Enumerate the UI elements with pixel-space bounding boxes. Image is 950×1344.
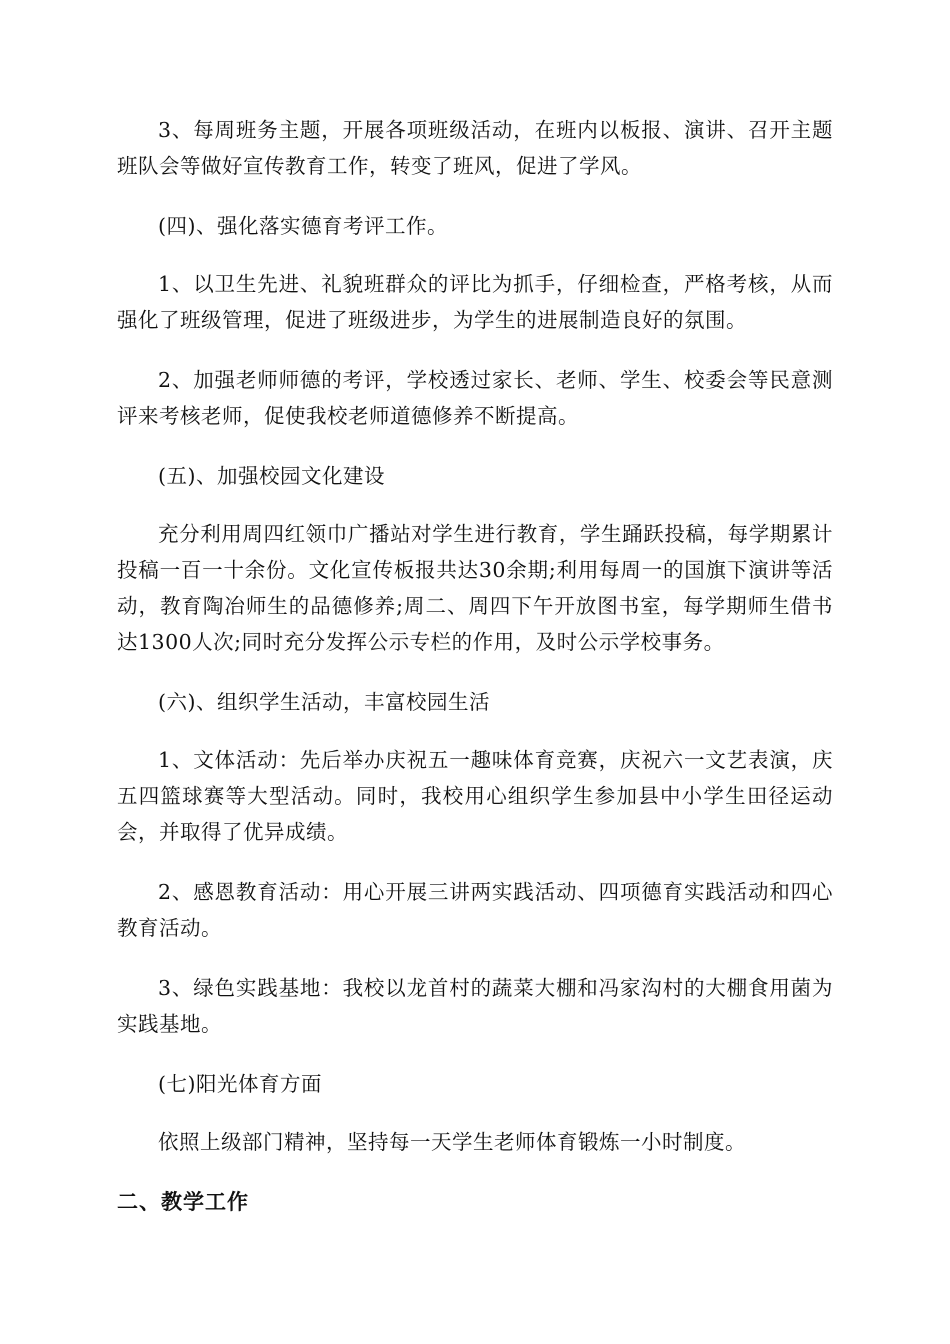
paragraph-hygiene-evaluation: 1、以卫生先进、礼貌班群众的评比为抓手，仔细检查，严格考核，从而强化了班级管理，促进了班级进步，为学生的进展制造良好的氛围。 [117, 272, 833, 332]
subheading-student-activities: (六)、组织学生活动，丰富校园生活 [158, 690, 490, 714]
document-page [117, 112, 833, 1220]
paragraph-sports-policy: 依照上级部门精神，坚持每一天学生老师体育锻炼一小时制度。 [158, 1130, 746, 1154]
paragraph-gratitude-education: 2、感恩教育活动：用心开展三讲两实践活动、四项德育实践活动和四心教育活动。 [117, 880, 833, 940]
paragraph-practice-base: 3、绿色实践基地：我校以龙首村的蔬菜大棚和冯家沟村的大棚食用菌为实践基地。 [117, 976, 833, 1036]
paragraph-sports-activities: 1、文体活动：先后举办庆祝五一趣味体育竞赛，庆祝六一文艺表演，庆五四篮球赛等大型活动。同时，我校用心组织学生参加县中小学生田径运动会，并取得了优异成绩。 [117, 748, 833, 844]
subheading-moral-evaluation: (四)、强化落实德育考评工作。 [158, 214, 448, 238]
paragraph-class-activities: 3、每周班务主题，开展各项班级活动，在班内以板报、演讲、召开主题班队会等做好宣传教育工作，转变了班风，促进了学风。 [117, 118, 833, 178]
subheading-sunshine-sports: (七)阳光体育方面 [158, 1072, 322, 1096]
paragraph-teacher-ethics: 2、加强老师师德的考评，学校透过家长、老师、学生、校委会等民意测评来考核老师，促使我校老师道德修养不断提高。 [117, 368, 833, 428]
section-heading-teaching: 二、教学工作 [117, 1190, 249, 1214]
paragraph-campus-culture: 充分利用周四红领巾广播站对学生进行教育，学生踊跃投稿，每学期累计投稿一百一十余份。文化宣传板报共达30余期;利用每周一的国旗下演讲等活动，教育陶冶师生的品德修养;周二、周四下午开放图书室，每学期师生借书达1300人次;同时充分发挥公示专栏的作用，及时公示学校事务。 [117, 522, 833, 654]
subheading-campus-culture: (五)、加强校园文化建设 [158, 464, 385, 488]
